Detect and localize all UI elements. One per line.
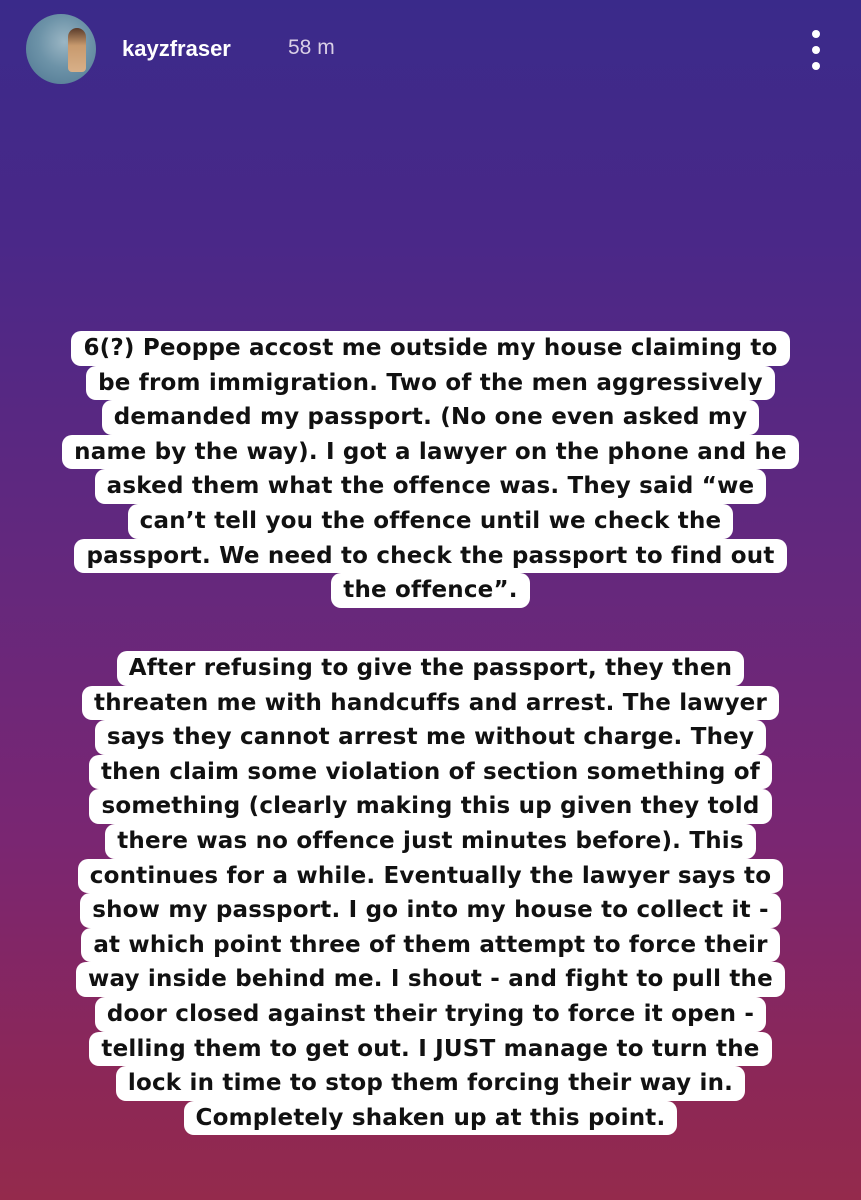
text-line: then claim some violation of section something of [89,755,772,790]
text-line: telling them to get out. I JUST manage to turn the [89,1032,771,1067]
text-line: passport. We need to check the passport to find out [74,539,786,574]
dot [812,30,820,38]
story-header [26,14,835,84]
text-line: continues for a while. Eventually the lawyer says to [78,859,783,894]
text-line: be from immigration. Two of the men aggressively [86,366,775,401]
text-line: at which point three of them attempt to force their [81,928,779,963]
text-line: asked them what the offence was. They said “we [95,469,767,504]
text-line: the offence”. [331,573,529,608]
text-line: threaten me with handcuffs and arrest. The lawyer [82,686,779,721]
text-line: name by the way). I got a lawyer on the phone and he [62,435,799,470]
text-line: After refusing to give the passport, they then [117,651,744,686]
text-line: way inside behind me. I shout - and fight to pull the [76,962,785,997]
text-line: 6(?) Peoppe accost me outside my house claiming to [71,331,789,366]
text-line: something (clearly making this up given they told [89,789,771,824]
dot [812,62,820,70]
text-line: Completely shaken up at this point. [184,1101,678,1136]
text-line: lock in time to stop them forcing their way in. [116,1066,745,1101]
text-line: there was no offence just minutes before). This [105,824,756,859]
story-text-paragraph-2 [0,651,861,1135]
profile-avatar[interactable] [26,14,96,84]
text-line: show my passport. I go into my house to collect it - [80,893,781,928]
text-line: demanded my passport. (No one even asked my [102,400,760,435]
vertical-ellipsis-icon[interactable] [811,30,821,70]
story-text-paragraph-1 [0,331,861,608]
text-line: says they cannot arrest me without charge. They [95,720,766,755]
avatar-figure [68,28,86,72]
username[interactable]: kayzfraser [122,36,231,61]
text-line: door closed against their trying to force it open - [95,997,766,1032]
text-line: can’t tell you the offence until we check the [128,504,734,539]
dot [812,46,820,54]
post-time: 58 m [288,36,335,59]
